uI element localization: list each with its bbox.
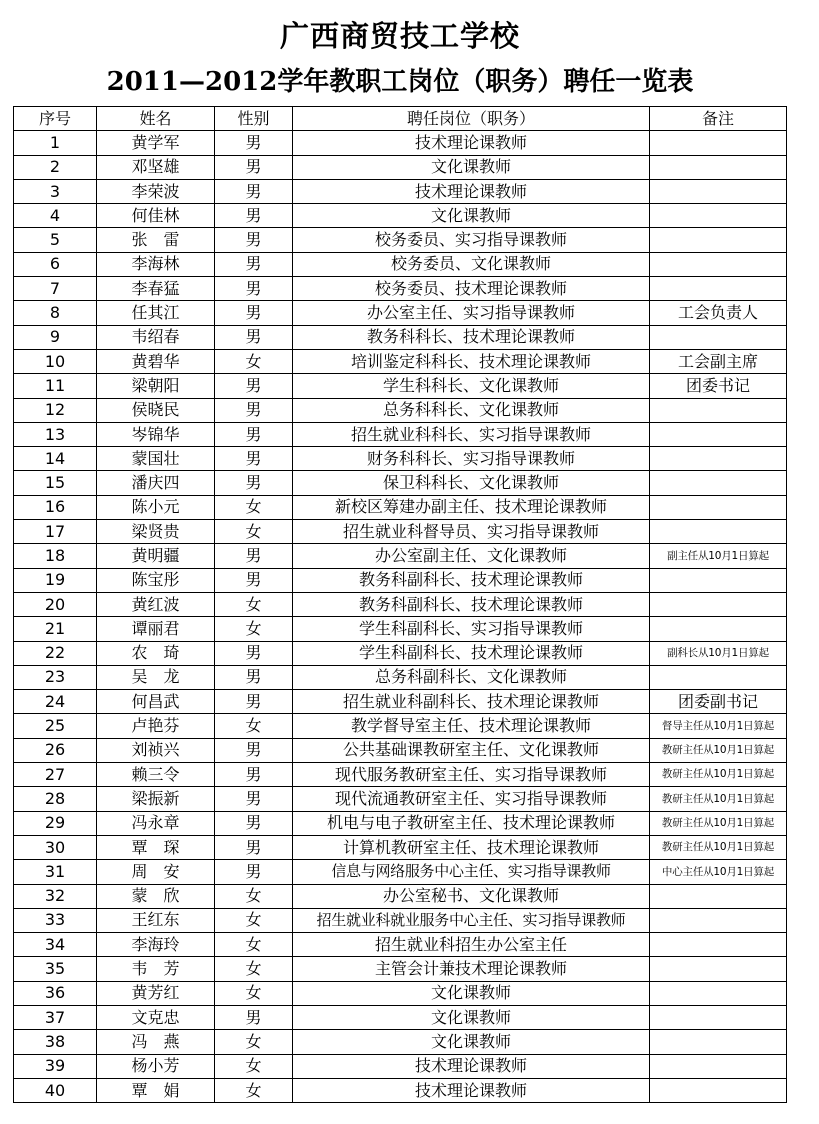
- cell-name: 张 雷: [97, 228, 215, 252]
- table-row: [14, 690, 787, 714]
- cell-position: 校务委员、技术理论课教师: [293, 277, 650, 301]
- cell-gender: 女: [215, 933, 293, 957]
- table-row: [14, 398, 787, 422]
- cell-no: 30: [14, 835, 97, 859]
- cell-no: 40: [14, 1078, 97, 1102]
- cell-name: 岑锦华: [97, 422, 215, 446]
- table-title: 2011—2012学年教职工岗位（职务）聘任一览表: [106, 67, 694, 97]
- cell-position: 教学督导室主任、技术理论课教师: [293, 714, 650, 738]
- cell-gender: 男: [215, 447, 293, 471]
- cell-gender: 女: [215, 349, 293, 373]
- cell-no: 11: [14, 374, 97, 398]
- cell-gender: 男: [215, 835, 293, 859]
- cell-gender: 女: [215, 495, 293, 519]
- cell-note: [650, 1054, 787, 1078]
- cell-position: 文化课教师: [293, 155, 650, 179]
- cell-position: 总务科副科长、文化课教师: [293, 665, 650, 689]
- cell-no: 7: [14, 277, 97, 301]
- cell-no: 23: [14, 665, 97, 689]
- cell-no: 9: [14, 325, 97, 349]
- cell-no: 12: [14, 398, 97, 422]
- cell-no: 16: [14, 495, 97, 519]
- cell-note: [650, 422, 787, 446]
- cell-note: [650, 471, 787, 495]
- cell-note: [650, 1005, 787, 1029]
- cell-no: 14: [14, 447, 97, 471]
- cell-note: 团委书记: [650, 374, 787, 398]
- cell-gender: 男: [215, 665, 293, 689]
- cell-position: 培训鉴定科科长、技术理论课教师: [293, 349, 650, 373]
- cell-gender: 女: [215, 1030, 293, 1054]
- cell-position: 保卫科科长、文化课教师: [293, 471, 650, 495]
- cell-no: 22: [14, 641, 97, 665]
- cell-note: 教研主任从10月1日算起: [650, 787, 787, 811]
- cell-gender: 男: [215, 422, 293, 446]
- cell-gender: 男: [215, 471, 293, 495]
- cell-name: 黄明疆: [97, 544, 215, 568]
- cell-name: 谭丽君: [97, 617, 215, 641]
- table-row: [14, 277, 787, 301]
- cell-position: 文化课教师: [293, 1005, 650, 1029]
- cell-name: 刘祯兴: [97, 738, 215, 762]
- cell-no: 24: [14, 690, 97, 714]
- cell-note: [650, 155, 787, 179]
- cell-note: 教研主任从10月1日算起: [650, 763, 787, 787]
- cell-name: 梁振新: [97, 787, 215, 811]
- cell-position: 现代流通教研室主任、实习指导课教师: [293, 787, 650, 811]
- cell-gender: 男: [215, 301, 293, 325]
- cell-position: 办公室秘书、文化课教师: [293, 884, 650, 908]
- table-row: [14, 1078, 787, 1102]
- cell-name: 何佳林: [97, 204, 215, 228]
- cell-no: 5: [14, 228, 97, 252]
- cell-position: 招生就业科就业服务中心主任、实习指导课教师: [293, 908, 650, 932]
- cell-note: 中心主任从10月1日算起: [650, 860, 787, 884]
- cell-gender: 女: [215, 617, 293, 641]
- cell-position: 现代服务教研室主任、实习指导课教师: [293, 763, 650, 787]
- table-row: [14, 714, 787, 738]
- cell-note: 工会负责人: [650, 301, 787, 325]
- cell-no: 37: [14, 1005, 97, 1029]
- cell-name: 覃 娟: [97, 1078, 215, 1102]
- cell-gender: 男: [215, 787, 293, 811]
- cell-position: 文化课教师: [293, 204, 650, 228]
- cell-name: 冯 燕: [97, 1030, 215, 1054]
- cell-no: 33: [14, 908, 97, 932]
- table-row: [14, 155, 787, 179]
- cell-note: [650, 1030, 787, 1054]
- cell-position: 教务科副科长、技术理论课教师: [293, 568, 650, 592]
- cell-no: 26: [14, 738, 97, 762]
- cell-gender: 男: [215, 860, 293, 884]
- table-row: [14, 1054, 787, 1078]
- cell-position: 计算机教研室主任、技术理论课教师: [293, 835, 650, 859]
- cell-no: 15: [14, 471, 97, 495]
- cell-note: [650, 495, 787, 519]
- table-row: [14, 228, 787, 252]
- cell-name: 韦 芳: [97, 957, 215, 981]
- cell-no: 31: [14, 860, 97, 884]
- cell-position: 招生就业科督导员、实习指导课教师: [293, 520, 650, 544]
- cell-name: 黄芳红: [97, 981, 215, 1005]
- cell-position: 校务委员、实习指导课教师: [293, 228, 650, 252]
- cell-note: [650, 981, 787, 1005]
- table-row: [14, 568, 787, 592]
- cell-no: 29: [14, 811, 97, 835]
- table-body: [14, 131, 787, 1103]
- cell-no: 36: [14, 981, 97, 1005]
- table-row: [14, 131, 787, 155]
- cell-no: 27: [14, 763, 97, 787]
- cell-name: 梁朝阳: [97, 374, 215, 398]
- cell-position: 技术理论课教师: [293, 179, 650, 203]
- cell-position: 信息与网络服务中心主任、实习指导课教师: [293, 860, 650, 884]
- cell-name: 农 琦: [97, 641, 215, 665]
- table-row: [14, 325, 787, 349]
- table-row: [14, 252, 787, 276]
- cell-gender: 男: [215, 568, 293, 592]
- cell-gender: 男: [215, 690, 293, 714]
- header-no: 序号: [14, 107, 97, 131]
- cell-name: 李海玲: [97, 933, 215, 957]
- cell-no: 17: [14, 520, 97, 544]
- table-row: [14, 471, 787, 495]
- table-row: [14, 908, 787, 932]
- table-header-row: [14, 107, 787, 131]
- table-row: [14, 374, 787, 398]
- cell-note: 团委副书记: [650, 690, 787, 714]
- staff-appointment-table: [13, 106, 787, 1103]
- cell-gender: 女: [215, 520, 293, 544]
- cell-name: 李春猛: [97, 277, 215, 301]
- cell-position: 招生就业科副科长、技术理论课教师: [293, 690, 650, 714]
- cell-name: 覃 琛: [97, 835, 215, 859]
- cell-name: 李荣波: [97, 179, 215, 203]
- cell-note: [650, 204, 787, 228]
- table-row: [14, 787, 787, 811]
- cell-gender: 男: [215, 544, 293, 568]
- cell-name: 陈小元: [97, 495, 215, 519]
- table-row: [14, 933, 787, 957]
- cell-note: [650, 665, 787, 689]
- school-name-title: 广西商贸技工学校: [279, 19, 520, 53]
- table-row: [14, 592, 787, 616]
- cell-no: 34: [14, 933, 97, 957]
- table-row: [14, 179, 787, 203]
- cell-name: 侯晓民: [97, 398, 215, 422]
- cell-no: 20: [14, 592, 97, 616]
- header-name: 姓名: [97, 107, 215, 131]
- table-row: [14, 1005, 787, 1029]
- cell-note: [650, 617, 787, 641]
- cell-note: [650, 908, 787, 932]
- cell-no: 39: [14, 1054, 97, 1078]
- cell-position: 机电与电子教研室主任、技术理论课教师: [293, 811, 650, 835]
- cell-position: 主管会计兼技术理论课教师: [293, 957, 650, 981]
- cell-no: 35: [14, 957, 97, 981]
- cell-note: [650, 884, 787, 908]
- cell-note: [650, 131, 787, 155]
- cell-position: 公共基础课教研室主任、文化课教师: [293, 738, 650, 762]
- table-row: [14, 422, 787, 446]
- cell-gender: 男: [215, 277, 293, 301]
- cell-note: [650, 277, 787, 301]
- table-row: [14, 860, 787, 884]
- cell-no: 6: [14, 252, 97, 276]
- cell-position: 办公室主任、实习指导课教师: [293, 301, 650, 325]
- cell-no: 10: [14, 349, 97, 373]
- cell-name: 周 安: [97, 860, 215, 884]
- cell-position: 总务科科长、文化课教师: [293, 398, 650, 422]
- cell-name: 邓坚雄: [97, 155, 215, 179]
- cell-name: 任其江: [97, 301, 215, 325]
- cell-note: [650, 325, 787, 349]
- cell-note: [650, 592, 787, 616]
- cell-position: 技术理论课教师: [293, 1078, 650, 1102]
- cell-no: 8: [14, 301, 97, 325]
- cell-note: [650, 179, 787, 203]
- table-row: [14, 617, 787, 641]
- table-row: [14, 763, 787, 787]
- cell-position: 文化课教师: [293, 981, 650, 1005]
- cell-name: 李海林: [97, 252, 215, 276]
- cell-gender: 男: [215, 763, 293, 787]
- cell-name: 文克忠: [97, 1005, 215, 1029]
- table-row: [14, 1030, 787, 1054]
- cell-name: 何昌武: [97, 690, 215, 714]
- cell-position: 技术理论课教师: [293, 131, 650, 155]
- cell-gender: 男: [215, 374, 293, 398]
- cell-no: 13: [14, 422, 97, 446]
- cell-gender: 男: [215, 131, 293, 155]
- cell-note: [650, 520, 787, 544]
- cell-no: 3: [14, 179, 97, 203]
- table-row: [14, 884, 787, 908]
- cell-no: 38: [14, 1030, 97, 1054]
- cell-position: 教务科科长、技术理论课教师: [293, 325, 650, 349]
- cell-note: 副科长从10月1日算起: [650, 641, 787, 665]
- cell-note: 副主任从10月1日算起: [650, 544, 787, 568]
- cell-name: 卢艳芬: [97, 714, 215, 738]
- table-row: [14, 981, 787, 1005]
- cell-note: [650, 933, 787, 957]
- cell-gender: 女: [215, 981, 293, 1005]
- cell-note: [650, 957, 787, 981]
- header-position: 聘任岗位（职务）: [293, 107, 650, 131]
- cell-gender: 男: [215, 641, 293, 665]
- cell-position: 教务科副科长、技术理论课教师: [293, 592, 650, 616]
- table-row: [14, 811, 787, 835]
- header-note: 备注: [650, 107, 787, 131]
- table-row: [14, 835, 787, 859]
- cell-position: 新校区筹建办副主任、技术理论课教师: [293, 495, 650, 519]
- cell-note: [650, 228, 787, 252]
- table-row: [14, 520, 787, 544]
- table-row: [14, 349, 787, 373]
- cell-position: 招生就业科招生办公室主任: [293, 933, 650, 957]
- cell-position: 办公室副主任、文化课教师: [293, 544, 650, 568]
- cell-gender: 女: [215, 957, 293, 981]
- table-row: [14, 301, 787, 325]
- cell-gender: 男: [215, 325, 293, 349]
- cell-name: 黄碧华: [97, 349, 215, 373]
- cell-name: 韦绍春: [97, 325, 215, 349]
- cell-no: 21: [14, 617, 97, 641]
- cell-name: 黄红波: [97, 592, 215, 616]
- cell-note: 教研主任从10月1日算起: [650, 738, 787, 762]
- cell-note: [650, 447, 787, 471]
- cell-note: 督导主任从10月1日算起: [650, 714, 787, 738]
- cell-position: 学生科副科长、实习指导课教师: [293, 617, 650, 641]
- cell-position: 文化课教师: [293, 1030, 650, 1054]
- cell-position: 学生科科长、文化课教师: [293, 374, 650, 398]
- cell-no: 32: [14, 884, 97, 908]
- table-row: [14, 495, 787, 519]
- cell-note: [650, 568, 787, 592]
- cell-gender: 女: [215, 1078, 293, 1102]
- cell-name: 黄学军: [97, 131, 215, 155]
- cell-name: 冯永章: [97, 811, 215, 835]
- cell-name: 梁贤贵: [97, 520, 215, 544]
- cell-no: 25: [14, 714, 97, 738]
- cell-gender: 男: [215, 398, 293, 422]
- cell-position: 财务科科长、实习指导课教师: [293, 447, 650, 471]
- table-row: [14, 204, 787, 228]
- cell-note: [650, 1078, 787, 1102]
- cell-gender: 男: [215, 738, 293, 762]
- table-row: [14, 641, 787, 665]
- cell-name: 王红东: [97, 908, 215, 932]
- cell-gender: 女: [215, 592, 293, 616]
- cell-name: 吴 龙: [97, 665, 215, 689]
- cell-gender: 男: [215, 1005, 293, 1029]
- header-gender: 性别: [215, 107, 293, 131]
- table-row: [14, 447, 787, 471]
- cell-position: 招生就业科科长、实习指导课教师: [293, 422, 650, 446]
- table-row: [14, 957, 787, 981]
- cell-gender: 男: [215, 811, 293, 835]
- cell-no: 18: [14, 544, 97, 568]
- table-row: [14, 738, 787, 762]
- cell-no: 2: [14, 155, 97, 179]
- cell-no: 19: [14, 568, 97, 592]
- cell-note: 工会副主席: [650, 349, 787, 373]
- cell-name: 赖三令: [97, 763, 215, 787]
- cell-name: 潘庆四: [97, 471, 215, 495]
- cell-note: 教研主任从10月1日算起: [650, 811, 787, 835]
- cell-name: 杨小芳: [97, 1054, 215, 1078]
- cell-position: 校务委员、文化课教师: [293, 252, 650, 276]
- cell-position: 技术理论课教师: [293, 1054, 650, 1078]
- cell-note: 教研主任从10月1日算起: [650, 835, 787, 859]
- cell-name: 蒙 欣: [97, 884, 215, 908]
- cell-no: 4: [14, 204, 97, 228]
- cell-name: 陈宝彤: [97, 568, 215, 592]
- cell-gender: 女: [215, 908, 293, 932]
- table-row: [14, 665, 787, 689]
- cell-gender: 男: [215, 155, 293, 179]
- cell-note: [650, 252, 787, 276]
- cell-gender: 女: [215, 884, 293, 908]
- cell-no: 28: [14, 787, 97, 811]
- cell-gender: 男: [215, 228, 293, 252]
- cell-no: 1: [14, 131, 97, 155]
- cell-note: [650, 398, 787, 422]
- cell-gender: 女: [215, 1054, 293, 1078]
- cell-gender: 女: [215, 714, 293, 738]
- cell-gender: 男: [215, 204, 293, 228]
- table-row: [14, 544, 787, 568]
- cell-name: 蒙国壮: [97, 447, 215, 471]
- cell-gender: 男: [215, 179, 293, 203]
- cell-position: 学生科副科长、技术理论课教师: [293, 641, 650, 665]
- cell-gender: 男: [215, 252, 293, 276]
